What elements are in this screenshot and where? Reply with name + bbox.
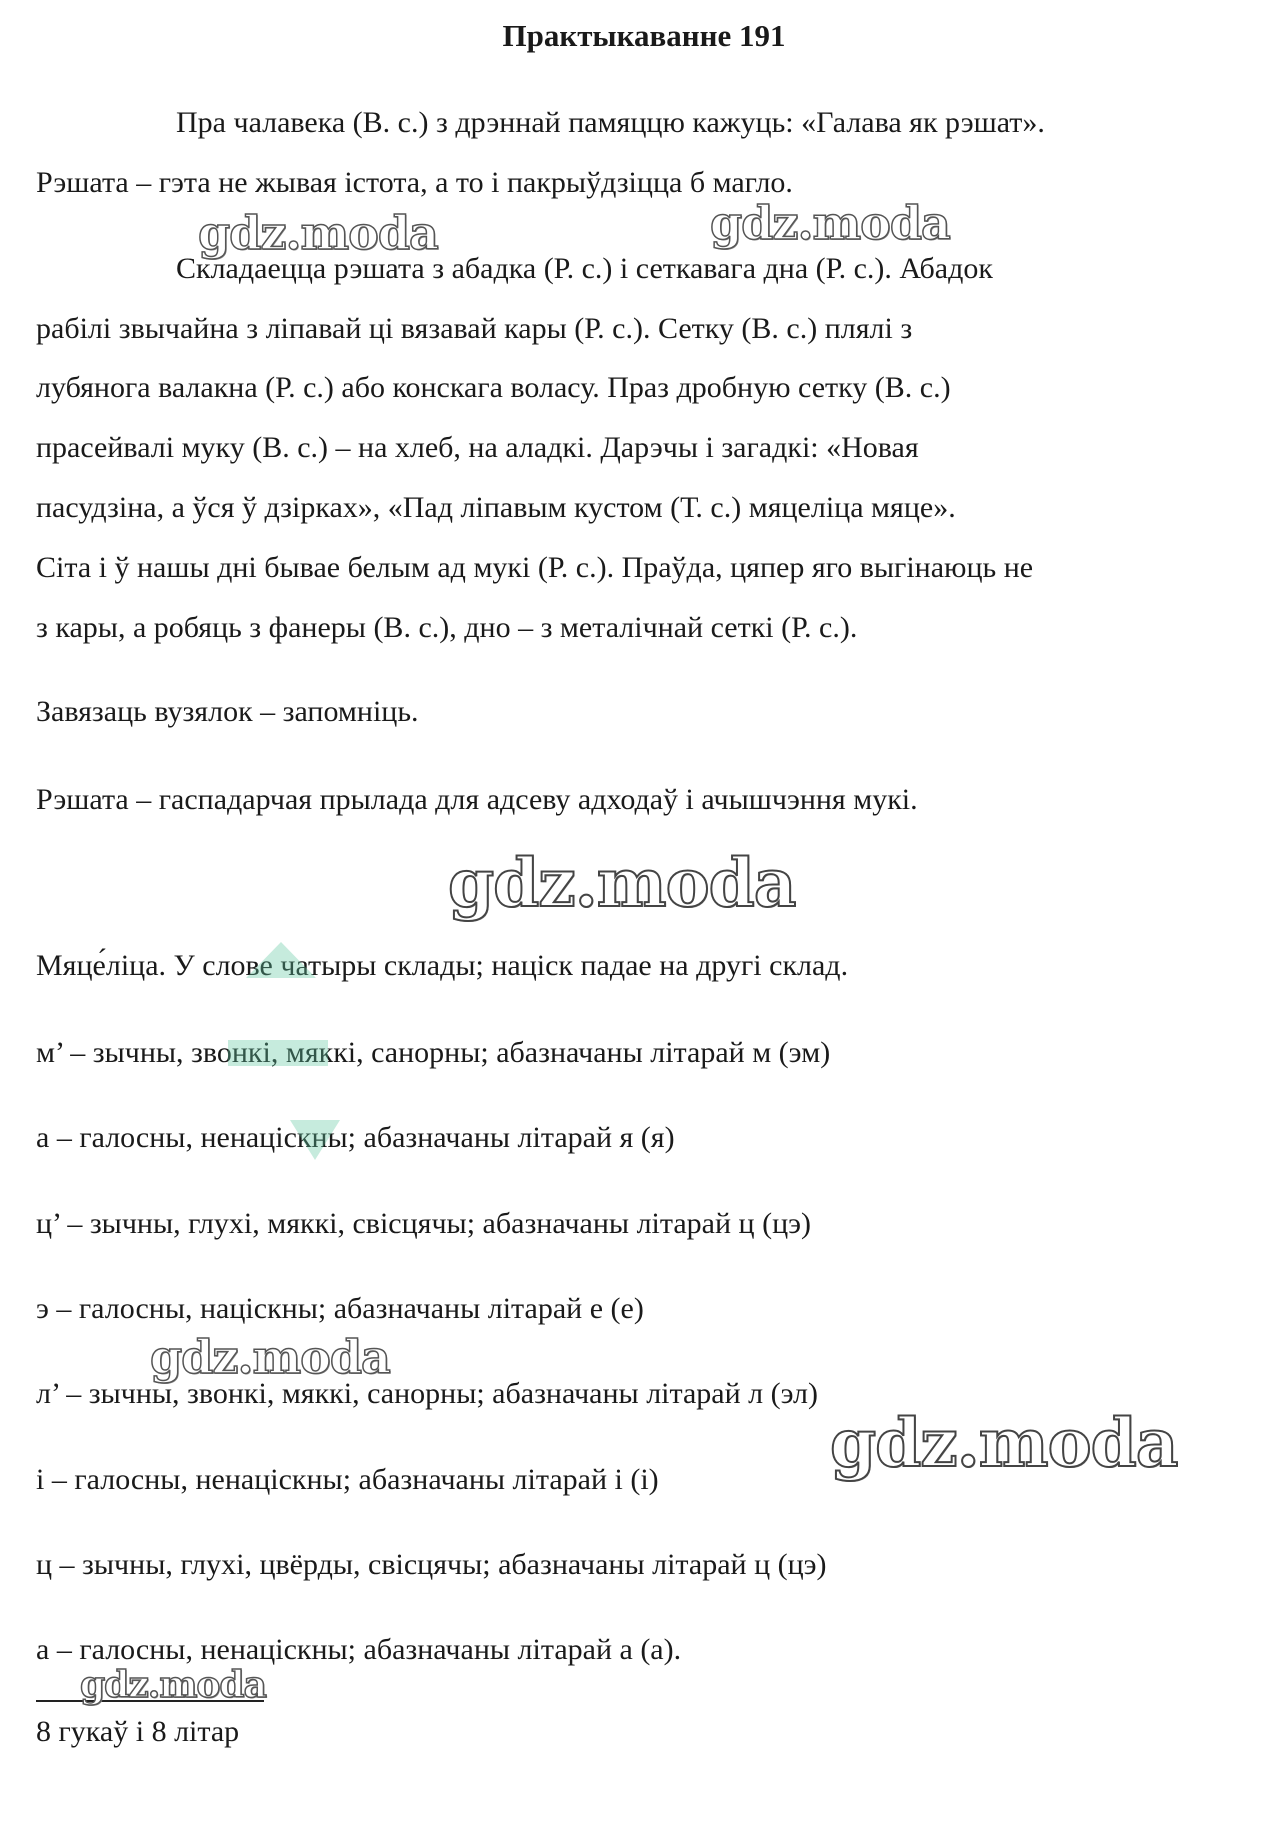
watermark: gdz.moda [150, 1330, 390, 1384]
sound-line: ц’ – зычны, глухі, мяккі, свісцячы; абазначаны літарай ц (цэ) [36, 1207, 812, 1240]
color-artifact [228, 1030, 338, 1080]
paragraph-line: Завязаць вузялок – запомніць. [36, 695, 419, 728]
paragraph-line: пасудзіна, а ўся ў дзірках», «Пад ліпавым кустом (Т. с.) мяцеліца мяце». [36, 491, 956, 524]
watermark: gdz.moda [80, 1664, 266, 1706]
paragraph-line: Рэшата – гаспадарчая прылада для адсеву адходаў і ачышчэння мукі. [36, 783, 918, 816]
sound-line: і – галосны, ненаціскны; абазначаны літарай і (і) [36, 1463, 659, 1496]
watermark: gdz.moda [198, 206, 438, 260]
sound-line: м’ – зычны, звонкі, мяккі, санорны; абазначаны літарай м (эм) [36, 1036, 831, 1069]
sound-line: ц – зычны, глухі, цвёрды, свісцячы; абазначаны літарай ц (цэ) [36, 1548, 827, 1581]
sound-line: а – галосны, ненаціскны; абазначаны літарай я (я) [36, 1121, 675, 1154]
paragraph-line: прасейвалі муку (В. с.) – на хлеб, на аладкі. Дарэчы і загадкі: «Новая [36, 431, 919, 464]
color-artifact [236, 940, 326, 980]
sound-line: э – галосны, націскны; абазначаны літарай е (е) [36, 1292, 644, 1325]
paragraph-line: Сіта і ў нашы дні бывае белым ад мукі (Р. с.). Праўда, цяпер яго выгінаюць не [36, 551, 1034, 584]
watermark: gdz.moda [448, 844, 796, 922]
sound-line: л’ – зычны, звонкі, мяккі, санорны; абазначаны літарай л (эл) [36, 1377, 818, 1410]
exercise-title: Практыкаванне 191 [502, 18, 786, 53]
sound-line: а – галосны, ненаціскны; абазначаны літарай а (а). [36, 1633, 682, 1666]
summary-line: 8 гукаў і 8 літар [36, 1715, 240, 1748]
paragraph-line: Пра чалавека (В. с.) з дрэннай памяццю кажуць: «Галава як рэшат». [176, 106, 1045, 139]
paragraph-line: Складаецца рэшата з абадка (Р. с.) і сеткавага дна (Р. с.). Абадок [176, 252, 993, 285]
paragraph-line: рабілі звычайна з ліпавай ці вязавай кары (Р. с.). Сетку (В. с.) плялі з [36, 312, 913, 345]
watermark: gdz.moda [830, 1404, 1178, 1482]
paragraph-line: Рэшата – гэта не жывая істота, а то і пакрыўдзіцца б магло. [36, 166, 793, 199]
color-artifact [285, 1115, 345, 1165]
word-analysis-heading: Мяце́ліца. У слове чатыры склады; націск падае на другі склад. [36, 949, 849, 982]
paragraph-line: з кары, а робяць з фанеры (В. с.), дно – з металічнай сеткі (Р. с.). [36, 611, 858, 644]
paragraph-line: лубянога валакна (Р. с.) або конскага воласу. Праз дробную сетку (В. с.) [36, 371, 951, 404]
watermark: gdz.moda [710, 196, 950, 250]
